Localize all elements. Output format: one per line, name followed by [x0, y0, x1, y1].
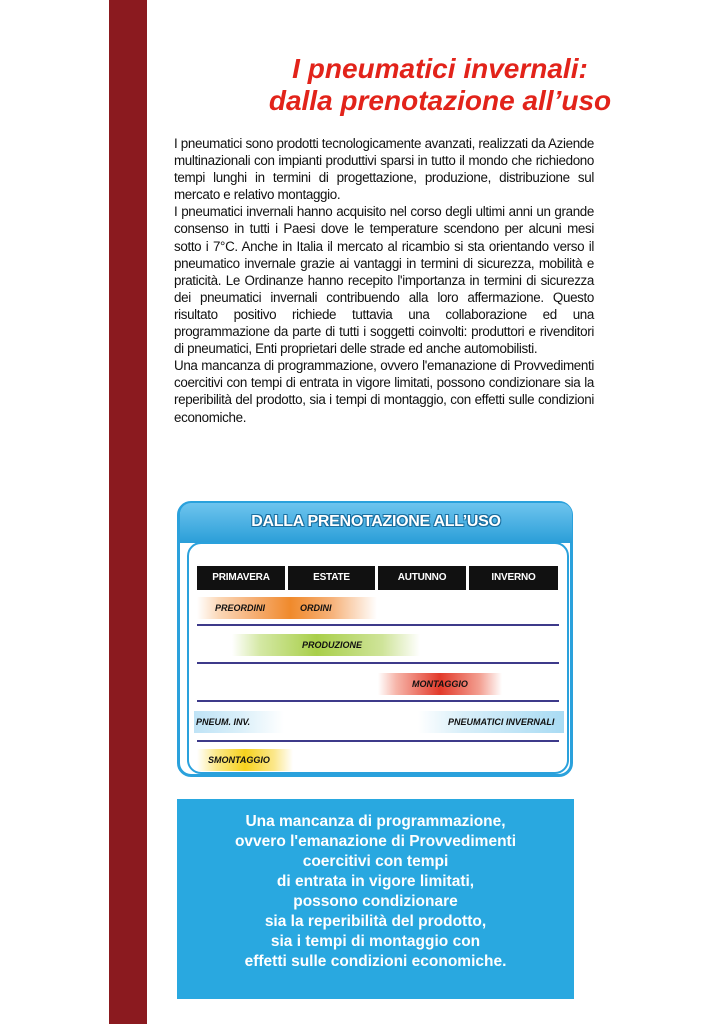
timeline-row-divider [197, 624, 559, 626]
left-decorative-band [109, 0, 147, 1024]
season-header-winter: INVERNO [469, 566, 558, 590]
timeline-panel-header [180, 503, 572, 543]
timeline-bar-preordini-ordini [197, 597, 377, 619]
bar-label-pneum-inv: PNEUM. INV. [196, 717, 251, 727]
timeline-row-divider [197, 740, 559, 742]
bar-label-ordini: ORDINI [300, 603, 332, 613]
body-paragraph: I pneumatici invernali hanno acquisito nel corso degli ultimi anni un grande consenso in tutti i Paesi dove le temperature scendono per alcuni mesi sotto i 7°C. Anche in Italia il mercato al ricambio si sta orientando verso il pneumatico invernale grazie ai vantaggi in termini di sicurezza, mobilità e praticità. Le Ordinanze hanno recepito l'importanza in termini di sicurezza dei pneumatici invernali contribuendo alla loro affermazione. Questo risultato positivo richiede tuttavia una collaborazione ed una programmazione da parte di tutti i soggetti coinvolti: produttori e rivenditori di pneumatici, Enti proprietari delle strade ed anche automobilisti. [174, 204, 594, 357]
quote-line: Una mancanza di programmazione, [245, 813, 506, 830]
timeline-bar-produzione [232, 634, 420, 656]
bar-label-smontaggio: SMONTAGGIO [208, 755, 270, 765]
timeline-row-divider [197, 662, 559, 664]
season-header-spring: PRIMAVERA [197, 566, 285, 590]
body-text [174, 135, 594, 426]
timeline-row-divider [197, 700, 559, 702]
timeline-bar-pneumatici-invernali [418, 711, 564, 733]
page-title-line-2: dalla prenotazione all’uso [268, 85, 612, 116]
timeline-bar-pneum-inv [194, 711, 284, 733]
quote-line: possono condizionare [293, 893, 458, 910]
quote-line: sia la reperibilità del prodotto, [264, 913, 487, 930]
timeline-bar-montaggio [378, 673, 502, 695]
body-paragraph: Una mancanza di programmazione, ovvero l'emanazione di Provvedimenti coercitivi con tempi di entrata in vigore limitati, possono condizionare sia la reperibilità del prodotto, sia i tempi di montaggio, con effetti sulle condizioni economiche. [174, 358, 594, 425]
bar-label-produzione: PRODUZIONE [302, 640, 363, 650]
quote-line: sia i tempi di montaggio con [270, 933, 481, 950]
bar-label-pneumatici-invernali: PNEUMATICI INVERNALI [448, 717, 555, 727]
bar-label-montaggio: MONTAGGIO [412, 679, 468, 689]
quote-line: di entrata in vigore limitati, [276, 873, 475, 890]
timeline-bar-smontaggio [197, 749, 293, 771]
season-header-summer: ESTATE [288, 566, 375, 590]
season-header-autumn: AUTUNNO [378, 566, 466, 590]
body-paragraph: I pneumatici sono prodotti tecnologicamente avanzati, realizzati da Aziende multinazionali con impianti produttivi sparsi in tutto il mondo che richiedono tempi lunghi in termini di progettazione, produzione, distribuzione sul mercato e relativo montaggio. [174, 136, 594, 203]
quote-line: ovvero l'emanazione di Provvedimenti [234, 833, 517, 850]
page-title-line-1: I pneumatici invernali: [292, 53, 588, 84]
timeline-heading: DALLA PRENOTAZIONE ALL’USO [251, 513, 501, 530]
quote-line: coercitivi con tempi [302, 853, 449, 870]
quote-line: effetti sulle condizioni economiche. [244, 953, 507, 970]
quote-text [177, 812, 574, 972]
bar-label-preordini: PREORDINI [215, 603, 266, 613]
